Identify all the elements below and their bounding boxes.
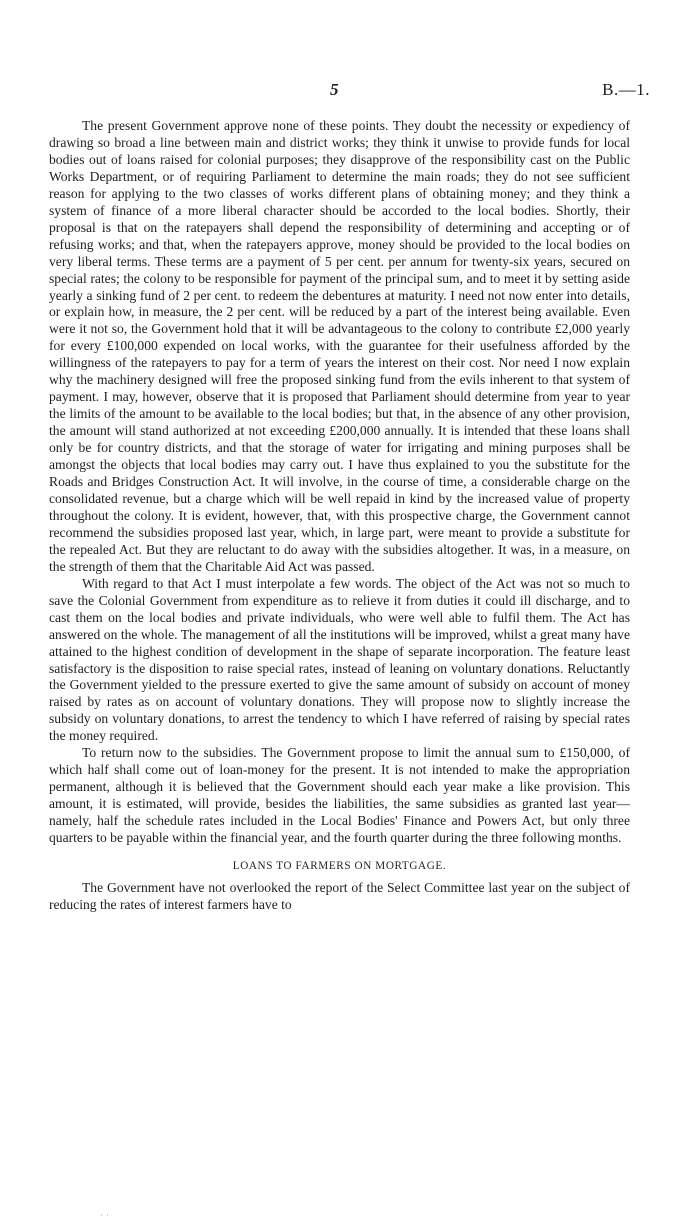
paragraph-loans-to-farmers: The Government have not overlooked the report of the Select Committee last year on the subject of reducing the rates of interest farmers have to	[49, 879, 630, 912]
paragraph-subsidies: To return now to the subsidies. The Government propose to limit the annual sum to £150,000, of which half shall come out of loan-money for the present. It is not intended to make the appropriation permanent, although it is believed that the Government should each year make a like provision. This amount, it is estimated, will provide, besides the liabilities, the same subsidies as granted last year—namely, half the schedule rates included in the Local Bodies' Finance and Powers Act, but only three quarters to be payable within the financial year, and the fourth quarter during the three following months.	[49, 745, 630, 846]
footer-mark: · ·	[100, 1211, 109, 1220]
body-text	[49, 118, 630, 914]
paragraph-charitable-aid-act: With regard to that Act I must interpolate a few words. The object of the Act was not so much to save the Colonial Government from expenditure as to relieve it from duties it could ill discharge, and to cast them on the local bodies and private individuals, who were well able to fulfil them. The Act has answered on the whole. The management of all the institutions will be improved, whilst a great many have attained to the highest condition of development in the shape of separate incorporation. The feature least satisfactory is the disposition to raise special rates, instead of leaning on voluntary donations. Reluctantly the Government yielded to the pressure exerted to give the same amount of subsidy on account of money raised by rates as on account of voluntary donations. They will propose now to slightly increase the subsidy on voluntary donations, to arrest the tendency to which I have referred of raising by special rates the money required.	[49, 575, 630, 744]
section-heading: LOANS TO FARMERS ON MORTGAGE.	[232, 859, 447, 872]
document-reference: B.—1.	[602, 80, 650, 99]
paragraph-government-proposals: The present Government approve none of these points. They doubt the necessity or expediency of drawing so broad a line between main and district works; they think it unwise to provide funds for local bodies out of loans raised for colonial purposes; they disapprove of the responsibility cast on the Public Works Department, or of requiring Parliament to determine the main roads; they do not see sufficient reason for applying to the two classes of works different plans of obtaining money; and they think a system of finance of a more liberal character should be accorded to the local bodies. Shortly, their proposal is that on the ratepayers shall depend the responsibility of determining and accepting or of refusing works; and that, when the ratepayers approve, money should be provided to the local bodies on very liberal terms. These terms are a payment of 5 per cent. per annum for twenty-six years, secured on special rates; the colony to be responsible for payment of the principal sum, and to meet it by setting aside yearly a sinking fund of 2 per cent. to redeem the debentures at maturity. I need not now enter into details, or explain how, in measure, the 2 per cent. will be reduced by a part of the interest being available. Even were it not so, the Government hold that it will be advantageous to the colony to contribute £2,000 yearly for every £100,000 expended on local works, with the guarantee for their usefulness afforded by the willingness of the ratepayers to pay for a term of years the interest on their cost. Nor need I now explain why the machinery designed will free the proposed sinking fund from the evils inherent to that system of payment. I may, however, observe that it is proposed that Parliament should determine from year to year the limits of the amount to be available to the local bodies; but that, in the absence of any other provision, the amount will stand authorized at not exceeding £200,000 annually. It is intended that these loans shall only be for country districts, and that the storage of water for irrigating and mining purposes shall be amongst the objects that local bodies may carry out. I have thus explained to you the substitute for the Roads and Bridges Construction Act. It will involve, in the course of time, a considerable charge on the consolidated revenue, but a charge which will be well repaid in kind by the increased value of property throughout the colony. It is evident, however, that, with this prospective charge, the Government cannot recommend the subsidies proposed last year, which, in large part, were meant to provide a substitute for the repealed Act. But they are reluctant to do away with the subsidies altogether. It was, in a measure, on the strength of them that the Charitable Aid Act was passed.	[49, 118, 630, 574]
page-number: 5	[330, 80, 339, 99]
